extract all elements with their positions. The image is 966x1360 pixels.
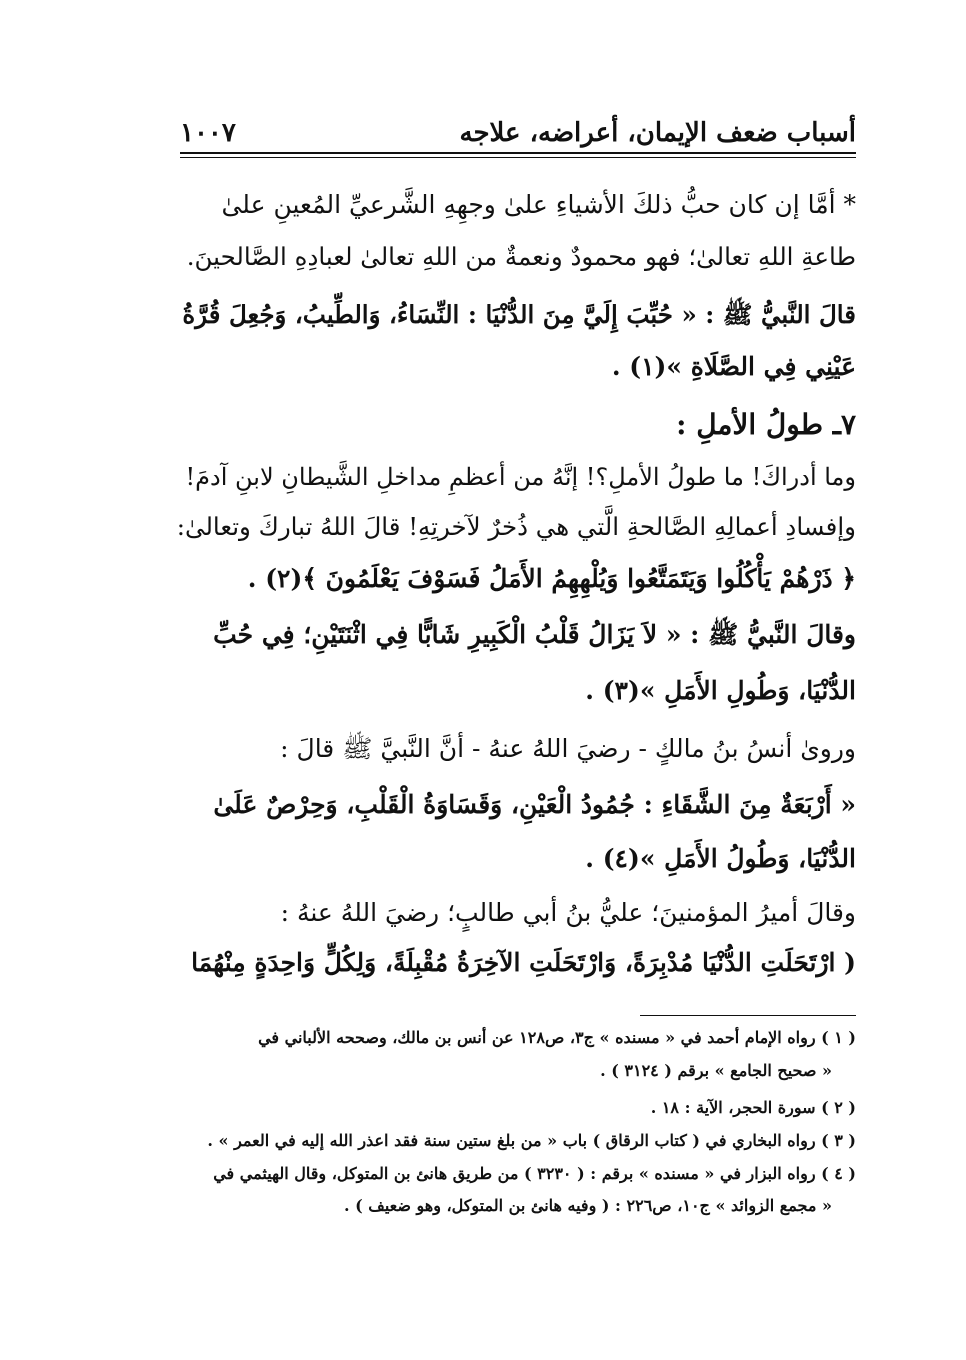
quran-verse: ﴿ ذَرْهُمْ يَأْكُلُوا وَيَتَمَتَّعُوا وَيُلْهِهِمُ الأَمَلُ فَسَوْفَ يَعْلَمُونَ ﴾(٢) .	[247, 564, 856, 593]
text-line: * أمَّا إن كان حبُّ ذلكَ الأشياءِ علىٰ وجهِهِ الشَّرعيِّ المُعينِ علىٰ	[221, 190, 856, 219]
footnote-separator	[640, 1015, 856, 1016]
header-title: أسباب ضعف الإيمان، أعراضه، علاجه	[459, 118, 856, 148]
running-header	[180, 112, 856, 154]
page-number: ١٠٠٧	[180, 118, 236, 148]
text-line: وروىٰ أنسُ بنُ مالكٍ - رضيَ اللهُ عنهُ - أنَّ النَّبيَّ ﷺ قالَ :	[280, 734, 856, 763]
footnote: « صحيح الجامع » برقم ( ٣١٢٤ ) .	[600, 1061, 832, 1080]
footnote: ( ١ ) رواه الإمام أحمد في « مسنده » ج٣، ص١٢٨ عن أنس بن مالك، وصححه الألباني في	[258, 1028, 856, 1047]
header-rule-thin	[180, 157, 856, 158]
hadith-line: عَيْنِي فِي الصَّلَاةِ »(١) .	[611, 352, 856, 381]
footnote: ( ٢ ) سورة الحجر، الآية : ١٨ .	[650, 1098, 856, 1117]
footnotes	[170, 1028, 856, 1228]
section-heading: ٧ـ طولُ الأملِ :	[676, 408, 856, 441]
text-line: وقالَ أميرُ المؤمنينَ؛ عليُّ بنُ أبي طالبٍ؛ رضيَ اللهُ عنهُ :	[280, 898, 856, 927]
text-line: طاعةِ اللهِ تعالىٰ؛ فهو محمودٌ ونعمةٌ من اللهِ تعالىٰ لعبادِهِ الصَّالحينَ.	[186, 242, 856, 271]
hadith-line: وقالَ النَّبيُّ ﷺ : « لاَ يَزَالُ قَلْبُ الْكَبِيرِ شَابًّا فِي اثْنَتَيْنِ؛ فِي حُبِّ	[213, 620, 856, 649]
hadith-line: قالَ النَّبيُّ ﷺ : « حُبِّبَ إِلَيَّ مِنَ الدُّنْيَا : النِّسَاءُ، وَالطِّيبُ، وَجُعِلَ قُرَّةُ	[182, 300, 856, 329]
hadith-line: الدُّنْيَا، وَطُولِ الأَمَلِ »(٣) .	[585, 676, 856, 705]
text-line: وإفسادِ أعمالِهِ الصَّالحةِ الَّتي هي ذُخرٌ لآخرتِهِ! قالَ اللهُ تباركَ وتعالىٰ:	[176, 512, 856, 541]
footnote: ( ٣ ) رواه البخاري في ( كتاب الرقاق ) باب « من بلغ ستين سنة فقد اعذر الله إليه في العمر » .	[207, 1131, 856, 1150]
footnote: « مجمع الزوائد » ج١٠، ص٢٢٦ : ( وفيه هانئ بن المتوكل، وهو ضعيف ) .	[343, 1196, 832, 1215]
main-text	[175, 178, 856, 998]
header-rule	[180, 152, 856, 154]
quote-line: ( ارْتَحَلَتِ الدُّنْيَا مُدْبِرَةً، وَارْتَحَلَتِ الآخِرَةُ مُقْبِلَةً، وَلِكُلٍّ وَاحِدَةٍ مِنْهُمَا	[191, 948, 856, 977]
text-line: وما أدراكَ! ما طولُ الأملِ؟! إنَّهُ من أعظمِ مداخلِ الشَّيطانِ لابنِ آدمَ!	[185, 463, 856, 491]
hadith-line: « أَرْبَعَةٌ مِنَ الشَّقَاءِ : جُمُودُ الْعَيْنِ، وَقَسَاوَةُ الْقَلْبِ، وَحِرْصٌ عَلَىٰ	[213, 790, 856, 819]
hadith-line: الدُّنْيَا، وَطُولُ الأَمَلِ »(٤) .	[585, 844, 856, 873]
footnote: ( ٤ ) رواه البزار في « مسنده » برقم : ( ٣٢٣٠ ) من طريق هانئ بن المتوكل، وقال الهيثمي في	[213, 1164, 856, 1183]
